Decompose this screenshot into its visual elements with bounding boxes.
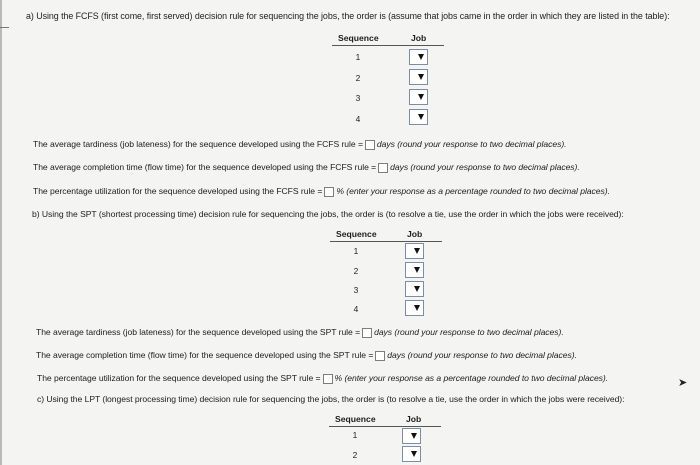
part-c-job-dropdown-1[interactable] xyxy=(402,428,421,444)
part-a-utilization-hint: % (enter your response as a percentage rounded to two decimal places). xyxy=(336,186,610,196)
left-dash xyxy=(0,27,9,28)
part-a-utilization-label: The percentage utilization for the sequence developed using the FCFS rule = xyxy=(33,186,323,196)
part-b-seq-4: 4 xyxy=(353,304,359,314)
chevron-down-icon xyxy=(414,305,420,311)
part-b-seq-1: 1 xyxy=(353,246,359,256)
part-c-header-rule xyxy=(329,426,441,427)
part-a-job-dropdown-4[interactable] xyxy=(409,109,428,125)
part-b-intro: b) Using the SPT (shortest processing time) decision rule for sequencing the jobs, the order is (to resolve a tie, use the order in which the jobs were received): xyxy=(32,209,624,219)
part-a-seq-1: 1 xyxy=(355,52,361,62)
part-a-tardiness-input[interactable] xyxy=(365,140,375,150)
part-b-job-dropdown-1[interactable] xyxy=(405,243,424,259)
part-a-job-dropdown-3[interactable] xyxy=(409,89,428,105)
mouse-pointer-icon: ➤ xyxy=(678,377,688,389)
part-b-utilization-label: The percentage utilization for the sequence developed using the SPT rule = xyxy=(37,373,321,383)
chevron-down-icon xyxy=(418,74,424,80)
part-b-completion-hint: days (round your response to two decimal places). xyxy=(387,350,577,360)
part-a-seq-3: 3 xyxy=(355,93,361,103)
part-a-utilization-row xyxy=(33,186,610,197)
part-b-utilization-hint: % (enter your response as a percentage rounded to two decimal places). xyxy=(334,373,609,383)
part-c-job-header: Job xyxy=(406,414,422,424)
part-a-job-dropdown-1[interactable] xyxy=(409,49,428,65)
part-c-sequence-header: Sequence xyxy=(335,414,376,424)
part-c-intro: c) Using the LPT (longest processing time) decision rule for sequencing the jobs, the order is (to resolve a tie, use the order in which the jobs were received): xyxy=(37,394,625,404)
chevron-down-icon xyxy=(414,267,420,273)
chevron-down-icon xyxy=(418,114,424,120)
part-a-utilization-input[interactable] xyxy=(324,187,334,197)
part-b-completion-row xyxy=(36,350,577,361)
part-a-tardiness-hint: days (round your response to two decimal places). xyxy=(376,139,567,149)
part-b-tardiness-hint: days (round your response to two decimal places). xyxy=(374,327,564,337)
part-b-job-dropdown-2[interactable] xyxy=(405,262,424,278)
left-border xyxy=(0,0,2,465)
part-a-sequence-header: Sequence xyxy=(338,33,379,43)
chevron-down-icon xyxy=(414,286,420,292)
chevron-down-icon xyxy=(411,433,417,439)
chevron-down-icon xyxy=(418,94,424,100)
part-b-seq-3: 3 xyxy=(353,285,359,295)
part-b-tardiness-input[interactable] xyxy=(362,328,372,338)
part-c-job-dropdown-2[interactable] xyxy=(402,446,421,462)
part-a-seq-4: 4 xyxy=(355,114,361,124)
part-b-utilization-row xyxy=(37,373,608,384)
part-a-tardiness-label: The average tardiness (job lateness) for the sequence developed using the FCFS rule = xyxy=(33,139,363,149)
part-b-completion-label: The average completion time (flow time) for the sequence developed using the SPT rule = xyxy=(36,350,374,360)
part-a-job-header: Job xyxy=(411,33,427,43)
part-a-completion-label: The average completion time (flow time) for the sequence developed using the FCFS rule = xyxy=(33,162,377,172)
part-b-job-dropdown-3[interactable] xyxy=(405,281,424,297)
part-b-completion-input[interactable] xyxy=(375,351,385,361)
part-a-completion-hint: days (round your response to two decimal places). xyxy=(390,162,580,172)
part-a-completion-input[interactable] xyxy=(378,163,388,173)
part-b-tardiness-row xyxy=(36,327,564,338)
part-b-tardiness-label: The average tardiness (job lateness) for the sequence developed using the SPT rule = xyxy=(36,327,361,337)
part-c-seq-2: 2 xyxy=(352,450,358,460)
part-a-seq-2: 2 xyxy=(355,73,361,83)
part-b-sequence-header: Sequence xyxy=(336,229,377,239)
part-c-seq-1: 1 xyxy=(352,430,358,440)
part-b-utilization-input[interactable] xyxy=(323,374,333,384)
part-b-header-rule xyxy=(330,241,442,242)
part-b-job-header: Job xyxy=(407,229,423,239)
part-a-tardiness-row xyxy=(33,139,567,150)
chevron-down-icon xyxy=(418,54,424,60)
part-a-completion-row xyxy=(33,162,580,173)
part-a-intro: a) Using the FCFS (first come, first served) decision rule for sequencing the jobs, the order is (assume that jobs came in the order in which they are listed in the table): xyxy=(26,11,670,21)
chevron-down-icon xyxy=(411,451,417,457)
part-b-seq-2: 2 xyxy=(353,266,359,276)
part-a-header-rule xyxy=(332,45,444,46)
part-b-job-dropdown-4[interactable] xyxy=(405,300,424,316)
chevron-down-icon xyxy=(414,248,420,254)
part-a-job-dropdown-2[interactable] xyxy=(409,69,428,85)
